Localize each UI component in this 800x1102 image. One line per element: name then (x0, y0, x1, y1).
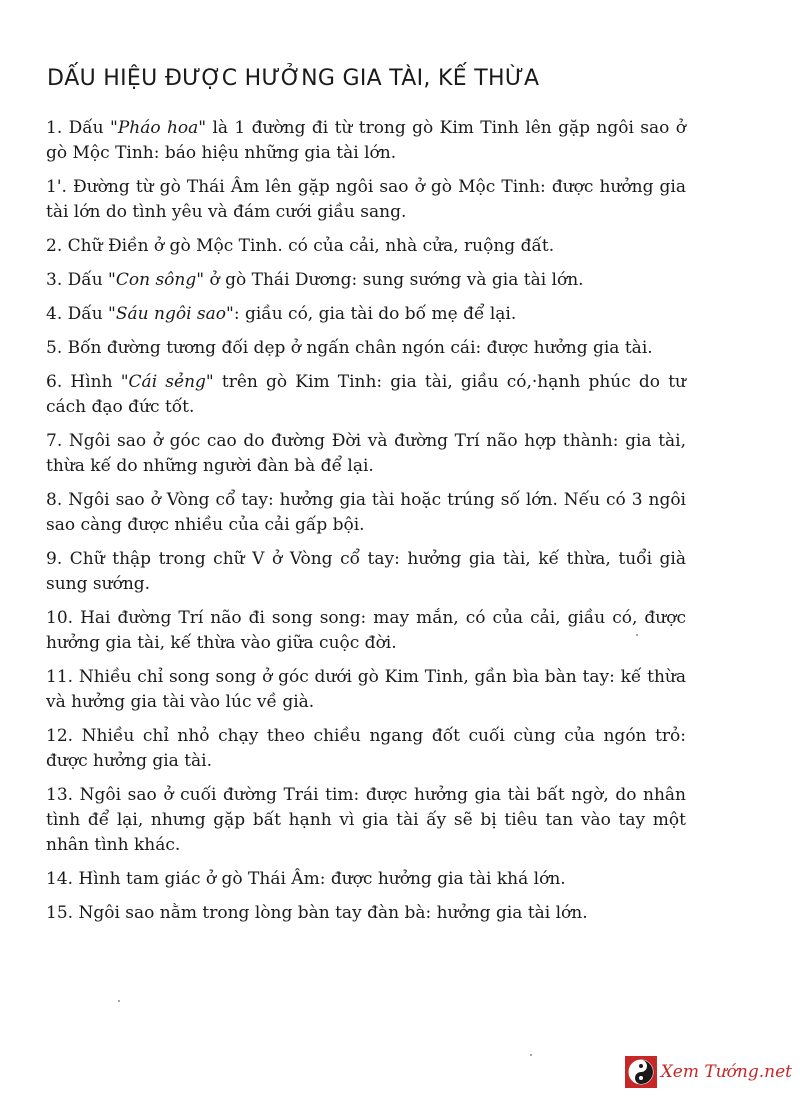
item-text (46, 726, 686, 771)
item-text-italic: "Cái sẻng" (120, 372, 214, 392)
item-text-part: Chữ thập trong chữ V ở Vòng cổ tay: hưởng gia tài, kế thừa, tuổi già sung sướng. (46, 549, 687, 594)
item-text (46, 785, 686, 855)
item-text-part: ở gò Thái Dương: sung sướng và gia tài lớn. (204, 270, 584, 290)
item-text-part: Hình (70, 372, 121, 392)
list-item (46, 234, 686, 259)
item-text (68, 338, 653, 358)
item-text-italic: "Pháo hoa" (110, 118, 207, 138)
list-item (46, 867, 686, 892)
item-text (68, 270, 584, 290)
list-item (46, 665, 686, 715)
item-text-part: : giầu có, gia tài do bố mẹ để lại. (233, 304, 517, 324)
item-text-italic: "Sáu ngôi sao" (108, 304, 234, 324)
item-text-part: Hai đường Trí não đi song song: may mắn, có của cải, giầu có, được hưởng gia tài, kế thừa vào giữa cuộc đời. (46, 608, 687, 653)
item-number: 11. (46, 667, 74, 687)
list-item (46, 336, 686, 361)
item-text (68, 236, 554, 256)
list-item (46, 901, 686, 926)
item-number: 13. (46, 785, 74, 805)
page-title: DẤU HIỆU ĐƯỢC HƯỞNG GIA TÀI, KẾ THỪA (47, 66, 540, 91)
item-text-part: Ngôi sao nằm trong lòng bàn tay đàn bà: hưởng gia tài lớn. (78, 903, 588, 923)
item-text (46, 118, 686, 163)
list-item (46, 429, 686, 479)
item-number: 5. (46, 338, 63, 358)
item-text-part: Ngôi sao ở góc cao do đường Đời và đường Trí não hợp thành: gia tài, thừa kế do những người đàn bà để lại. (46, 431, 687, 476)
item-text-part: Ngôi sao ở cuối đường Trái tim: được hưởng gia tài bất ngờ, do nhân tình để lại, nhưng gặp bất hạnh vì gia tài ấy sẽ bị tiêu tan vào tay một nhân tình khác. (46, 785, 686, 855)
item-number: 15. (46, 903, 74, 923)
list-item (46, 783, 686, 858)
item-text (46, 372, 686, 417)
item-number: 2. (46, 236, 63, 256)
item-number: 3. (46, 270, 63, 290)
item-number: 10. (46, 608, 74, 628)
list-item (46, 175, 686, 225)
watermark (625, 1056, 792, 1088)
item-number: 1'. (46, 177, 67, 197)
scan-speck (118, 1000, 120, 1002)
scan-speck (530, 1054, 532, 1056)
item-text (46, 667, 686, 712)
item-text-part: Dấu (67, 270, 109, 290)
watermark-text: Xem Tướng.net (660, 1062, 792, 1082)
item-text-part: Hình tam giác ở gò Thái Âm: được hưởng gia tài khá lớn. (78, 869, 566, 889)
item-text-part: là 1 đường đi từ trong gò Kim Tinh lên gặp ngôi sao ở gò Mộc Tinh: báo hiệu những gia tài lớn. (46, 118, 686, 163)
item-text-part: Bốn đường tương đối dẹp ở ngấn chân ngón cái: được hưởng gia tài. (67, 338, 653, 358)
item-number: 8. (46, 490, 63, 510)
item-number: 6. (46, 372, 63, 392)
item-text (46, 608, 686, 653)
item-number: 7. (46, 431, 63, 451)
list-item (46, 606, 686, 656)
yin-yang-icon (625, 1056, 657, 1088)
scan-speck (636, 634, 638, 636)
item-text (46, 549, 686, 594)
item-number: 14. (46, 869, 74, 889)
item-text-part: Nhiều chỉ song song ở góc dưới gò Kim Tinh, gần bìa bàn tay: kế thừa và hưởng gia tài vào lúc về già. (46, 667, 686, 712)
item-text (46, 490, 686, 535)
item-text-part: Dấu (67, 304, 109, 324)
item-list (46, 116, 686, 935)
list-item (46, 116, 686, 166)
item-text-part: Ngôi sao ở Vòng cổ tay: hưởng gia tài hoặc trúng số lớn. Nếu có 3 ngôi sao càng được nhiều của cải gấp bội. (46, 490, 686, 535)
item-text (78, 869, 565, 889)
item-text (68, 304, 517, 324)
item-number: 9. (46, 549, 63, 569)
item-text (46, 177, 686, 222)
list-item (46, 724, 686, 774)
list-item (46, 370, 686, 420)
item-text-part: Nhiều chỉ nhỏ chạy theo chiều ngang đốt cuối cùng của ngón trỏ: được hưởng gia tài. (46, 726, 687, 771)
item-text-part: trên gò Kim Tinh: gia tài, giầu có,·hạnh phúc do tư cách đạo đức tốt. (46, 372, 686, 417)
list-item (46, 547, 686, 597)
item-number: 12. (46, 726, 74, 746)
item-text-part: Dấu (68, 118, 110, 138)
item-number: 1. (46, 118, 63, 138)
list-item (46, 302, 686, 327)
item-text (78, 903, 587, 923)
item-text-part: Chữ Điền ở gò Mộc Tinh. có của cải, nhà cửa, ruộng đất. (67, 236, 555, 256)
list-item (46, 488, 686, 538)
item-text (46, 431, 686, 476)
item-text-part: Đường từ gò Thái Âm lên gặp ngôi sao ở gò Mộc Tinh: được hưởng gia tài lớn do tình yêu và đám cưới giầu sang. (46, 177, 687, 222)
item-number: 4. (46, 304, 63, 324)
item-text-italic: "Con sông" (108, 270, 205, 290)
list-item (46, 268, 686, 293)
